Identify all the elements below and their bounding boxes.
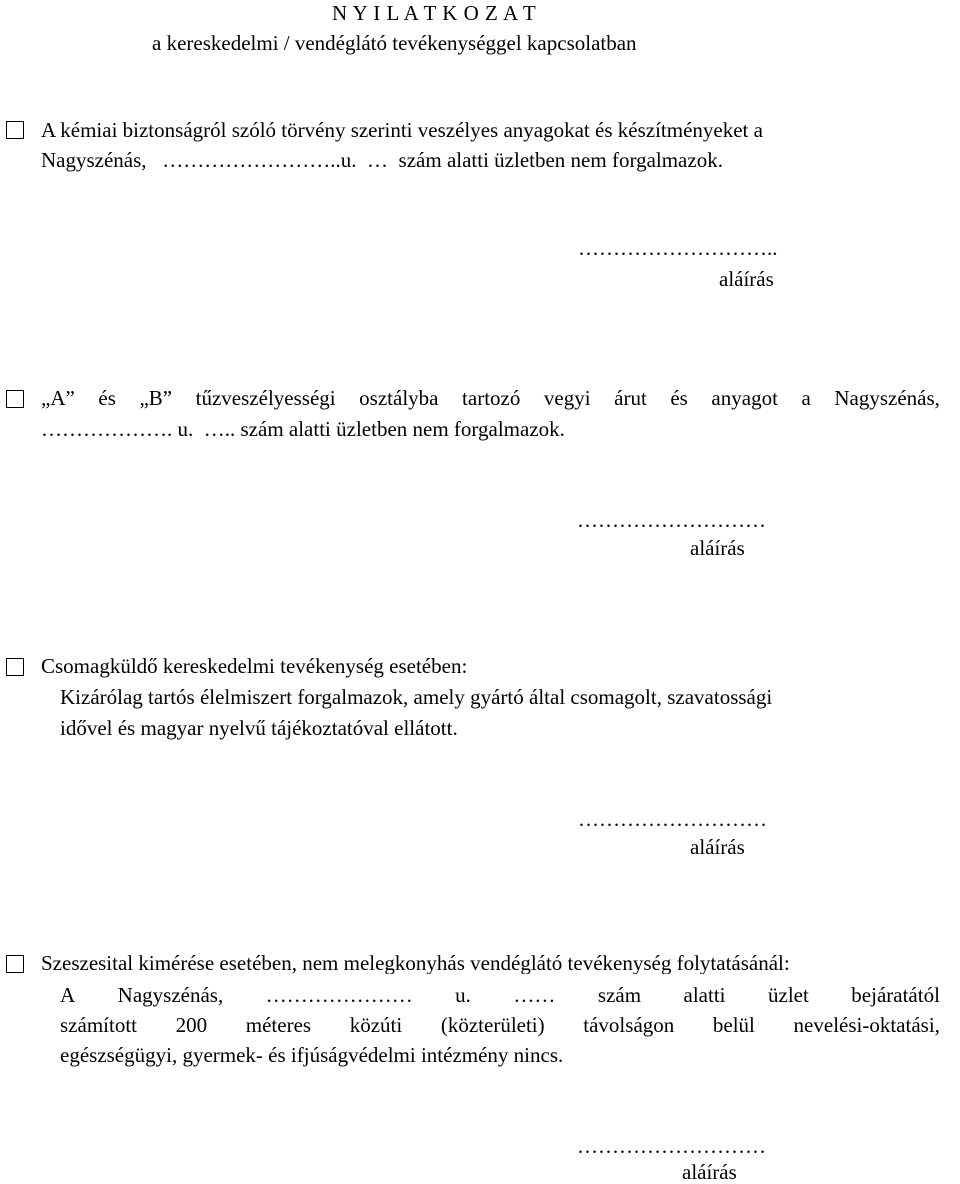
word: anyagot	[711, 386, 778, 410]
word: a	[801, 386, 811, 410]
word: számított	[60, 1013, 137, 1037]
word: méteres	[245, 1013, 312, 1037]
word: ……	[513, 983, 556, 1007]
word: és	[98, 386, 116, 410]
checkbox-fire-hazard[interactable]	[6, 390, 24, 408]
word: Nagyszénás,	[834, 386, 940, 410]
word: vegyi	[543, 386, 591, 410]
word: árut	[614, 386, 647, 410]
checkbox-mail-order[interactable]	[6, 658, 24, 676]
word: és	[670, 386, 688, 410]
word: 200	[175, 1013, 208, 1037]
section2-line2: ………………. u. ….. szám alatti üzletben nem forgalmazok.	[41, 417, 565, 441]
section3-signature-line: ………………………	[578, 807, 767, 831]
section4-signature-label: aláírás	[682, 1160, 737, 1184]
word: tűzveszélyességi	[195, 386, 336, 410]
section4-line4: egészségügyi, gyermek- és ifjúságvédelmi intézmény nincs.	[60, 1043, 564, 1067]
word: …………………	[265, 983, 413, 1007]
document-subtitle: a kereskedelmi / vendéglátó tevékenységgel kapcsolatban	[152, 31, 637, 55]
section4-signature-line: ………………………	[577, 1134, 766, 1158]
word: (közterületi)	[440, 1013, 545, 1037]
word: alatti	[683, 983, 726, 1007]
word: szám	[597, 983, 642, 1007]
word: osztályba	[359, 386, 439, 410]
section3-line1: Csomagküldő kereskedelmi tevékenység esetében:	[41, 654, 468, 678]
section2-signature-label: aláírás	[690, 536, 745, 560]
section3-line3: idővel és magyar nyelvű tájékoztatóval ellátott.	[60, 716, 458, 740]
section4-line2	[60, 985, 940, 1006]
word: A	[60, 983, 76, 1007]
section4-line3	[60, 1015, 940, 1036]
section1-line1: A kémiai biztonságról szóló törvény szerinti veszélyes anyagokat és készítményeket a	[41, 118, 763, 142]
word: üzlet	[768, 983, 809, 1007]
word: közúti	[349, 1013, 403, 1037]
section3-line2: Kizárólag tartós élelmiszert forgalmazok, amely gyártó által csomagolt, szavatossági	[60, 685, 773, 709]
checkbox-alcohol[interactable]	[6, 955, 24, 973]
word: tartozó	[462, 386, 521, 410]
word: bejáratától	[851, 983, 940, 1007]
section2-signature-line: ………………………	[577, 508, 766, 532]
word: „A”	[41, 386, 75, 410]
document-title: N Y I L A T K O Z A T	[332, 1, 537, 25]
checkbox-chemical-safety[interactable]	[6, 121, 24, 139]
word: „B”	[139, 386, 173, 410]
section1-signature-label: aláírás	[719, 267, 774, 291]
word: távolságon	[583, 1013, 675, 1037]
section1-line2: Nagyszénás, ……………………..u. … szám alatti üzletben nem forgalmazok.	[41, 148, 723, 172]
section2-line1	[41, 388, 940, 409]
word: nevelési-oktatási,	[793, 1013, 940, 1037]
section3-signature-label: aláírás	[690, 835, 745, 859]
word: belül	[712, 1013, 755, 1037]
section1-signature-line: ………………………..	[578, 236, 778, 260]
section4-line1: Szeszesital kimérése esetében, nem melegkonyhás vendéglátó tevékenység folytatásánál:	[41, 953, 790, 974]
word: u.	[455, 983, 471, 1007]
word: Nagyszénás,	[117, 983, 224, 1007]
